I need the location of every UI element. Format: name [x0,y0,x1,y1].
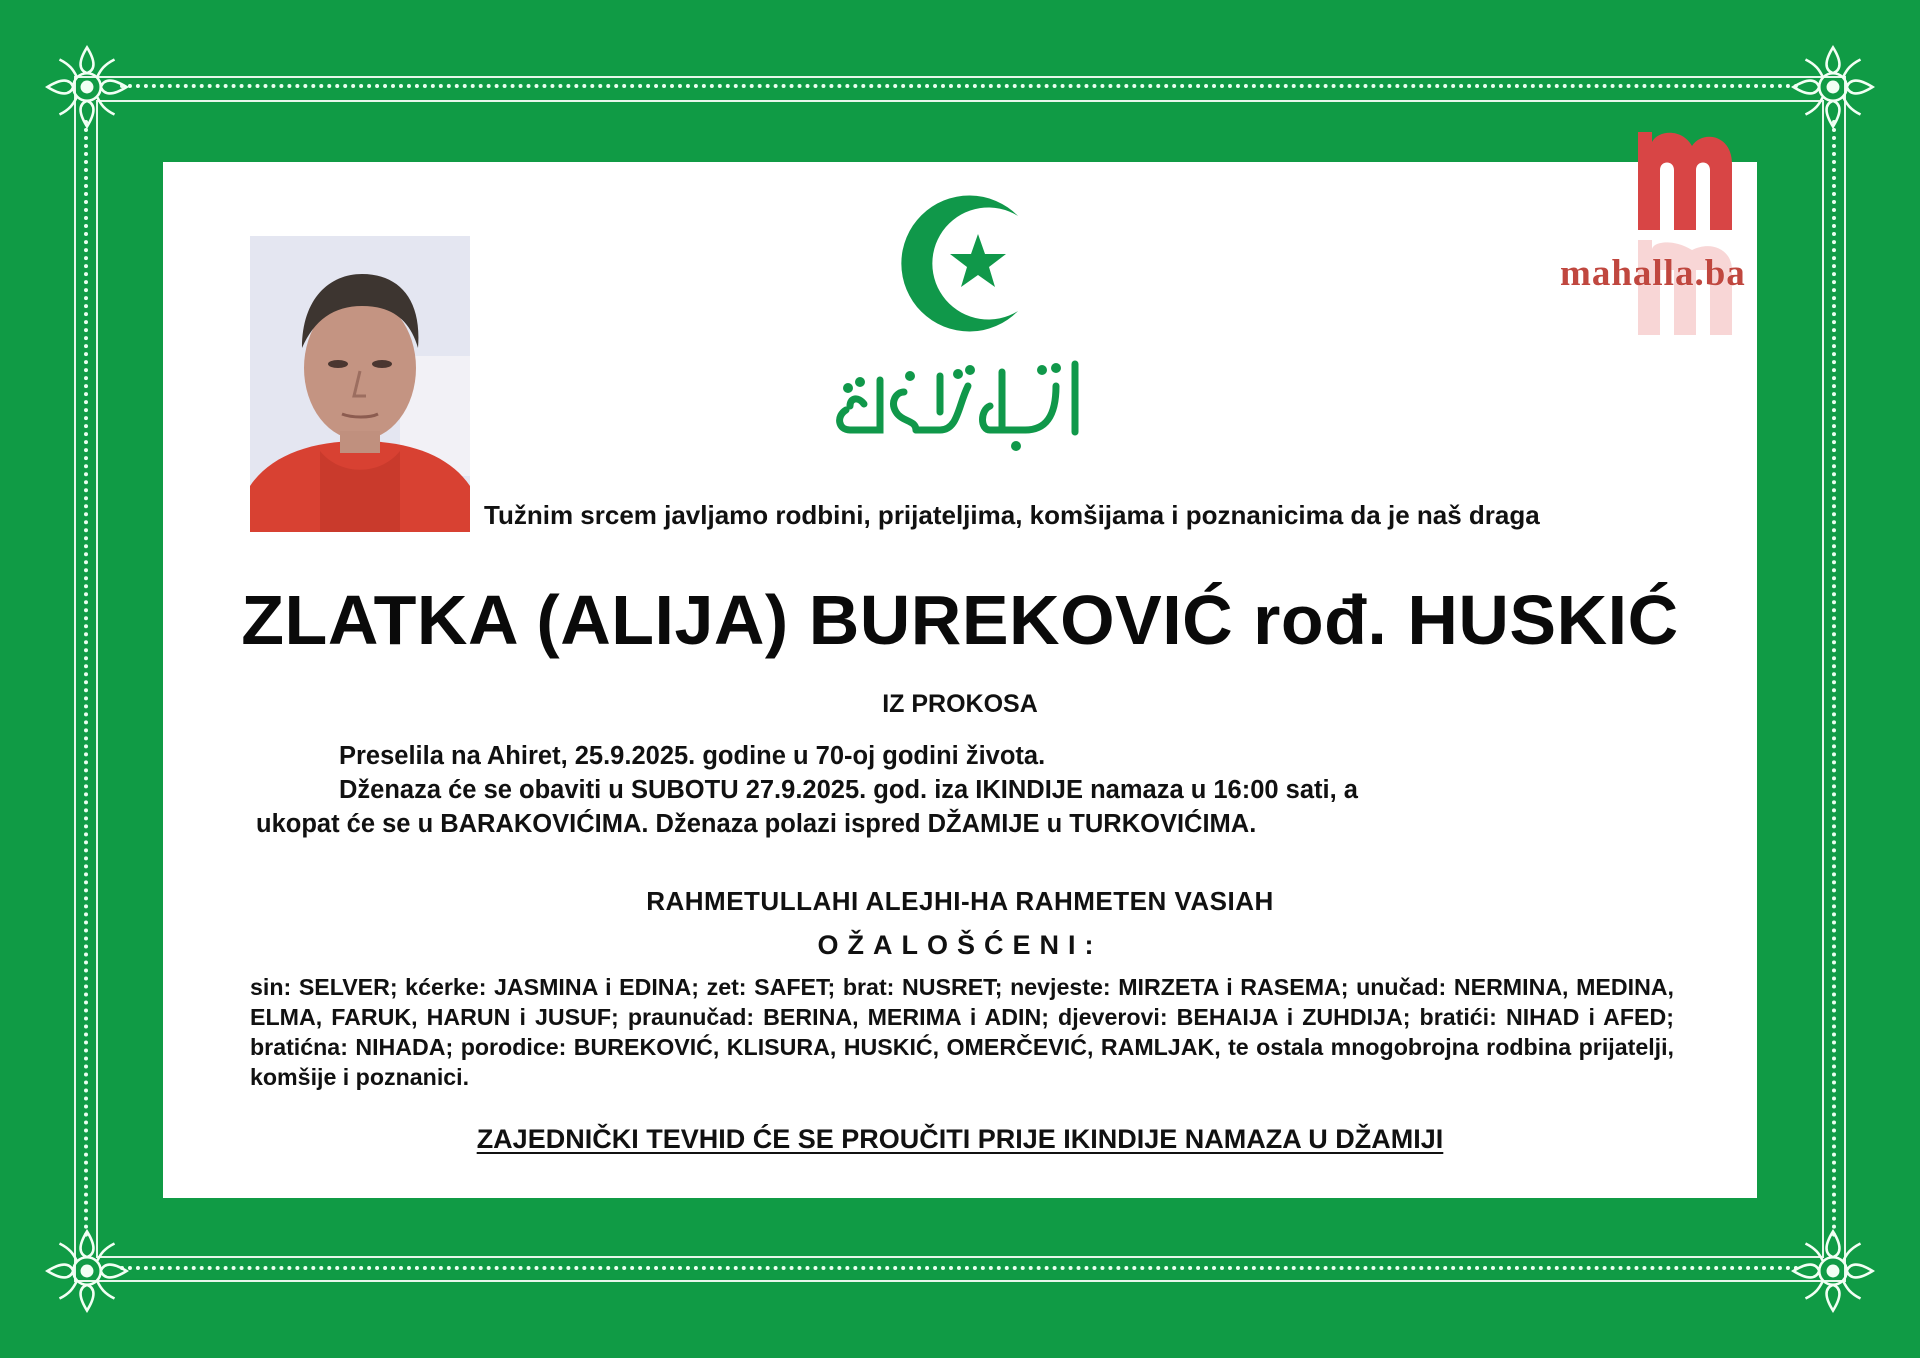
floral-ornament-icon [1790,1228,1876,1314]
frame-dotted-border-bottom [120,1266,1800,1270]
crescent-star-icon [895,190,1035,335]
funeral-info: Dženaza će se obaviti u SUBOTU 27.9.2025. god. iza IKINDIJE namaza u 16:00 sati, a [339,776,1358,804]
mahalla-m-logo-icon [1632,130,1762,335]
passing-info: Preselila na Ahiret, 25.9.2025. godine u 70-oj godini života. [339,742,1046,770]
deceased-name: ZLATKA (ALIJA) BUREKOVIĆ rođ. HUSKIĆ [241,581,1679,659]
floral-ornament-icon [1790,44,1876,130]
floral-ornament-icon [44,1228,130,1314]
arabic-calligraphy-icon [820,346,1100,456]
burial-info: ukopat će se u BARAKOVIĆIMA. Dženaza polazi ispred DŽAMIJE u TURKOVIĆIMA. [256,810,1257,838]
logo-text: mahalla.ba [1560,253,1746,294]
mourners-heading: OŽALOŠĆENI: [817,930,1103,960]
mourners-list: sin: SELVER; kćerke: JASMINA i EDINA; zet: SAFET; brat: NUSRET; nevjeste: MIRZETA i RASEMA; unučad: NERMINA, MEDINA, ELMA, FARUK, HARUN i JUSUF; praunučad: BERINA, MERIMA i ADIN; djeverovi: BEHAIJA i ZUHDIJA; bratići: NIHAD i AFED; bratićna: NIHADA; porodice: BUREKOVIĆ, KLISURA, HUSKIĆ, OMERČEVIĆ, RAMLJAK, te ostala mnogobrojna rodbina prijatelji, komšije i poznanici. [250,974,1674,1090]
mahalla-logo [1560,130,1820,335]
intro-text: Tužnim srcem javljamo rodbini, prijateljima, komšijama i poznanicima da je naš draga [484,500,1540,530]
floral-ornament-icon [44,44,130,130]
portrait-photo [250,236,470,532]
frame-dotted-border-top [120,84,1800,88]
origin-text: IZ PROKOSA [882,690,1038,718]
prayer-text: RAHMETULLAHI ALEJHI-HA RAHMETEN VASIAH [646,886,1274,916]
frame-dotted-border-left [84,120,88,1238]
tevhid-announcement: ZAJEDNIČKI TEVHID ĆE SE PROUČITI PRIJE IKINDIJE NAMAZA U DŽAMIJI [476,1124,1444,1154]
frame-dotted-border-right [1832,120,1836,1238]
